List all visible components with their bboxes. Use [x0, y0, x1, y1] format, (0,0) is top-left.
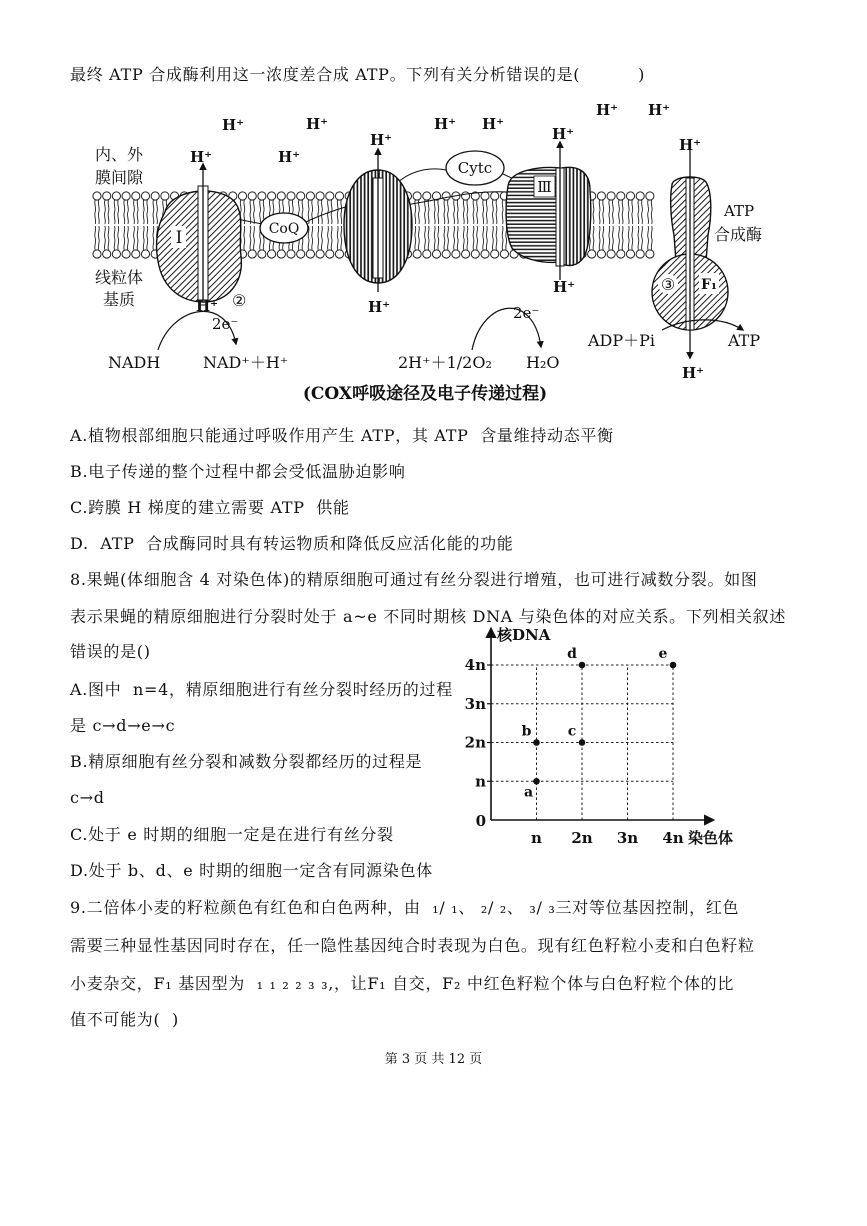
proton-label: H⁺ — [222, 116, 245, 134]
phospholipid — [103, 192, 111, 224]
y-tick-label: 4n — [464, 656, 486, 674]
water-label: H₂O — [526, 353, 560, 372]
atp-synthase-label-line2: 合成酶 — [714, 225, 763, 244]
phospholipid — [93, 226, 101, 258]
complex-i — [157, 164, 242, 302]
adp-label: ADP＋Pi — [588, 331, 656, 350]
phospholipid — [103, 226, 111, 258]
q7-option-a: A.植物根部细胞只能通过呼吸作用产生 ATP，其 ATP 含量维持动态平衡 — [70, 426, 614, 445]
point-label-c: c — [567, 723, 577, 740]
q8-option-a-line1: A.图中 n=4，精原细胞进行有丝分裂时经历的过程 — [70, 680, 453, 699]
nadh-label: NADH — [108, 353, 161, 372]
phospholipid — [491, 226, 499, 258]
phospholipid — [326, 192, 334, 224]
phospholipid — [626, 192, 634, 224]
data-point-a — [533, 778, 540, 785]
proton-label: H⁺ — [482, 115, 505, 133]
phospholipid — [462, 192, 470, 224]
phospholipid — [471, 192, 479, 224]
phospholipid — [335, 226, 343, 258]
phospholipid — [141, 192, 149, 224]
point-label-b: b — [521, 723, 532, 740]
phospholipid — [248, 192, 256, 224]
q7-option-d: D. ATP 合成酶同时具有转运物质和降低反应活化能的功能 — [70, 534, 514, 553]
cytc — [446, 151, 504, 185]
q8-option-b-line1: B.精原细胞有丝分裂和减数分裂都经历的过程是 — [70, 752, 423, 771]
phospholipid — [423, 226, 431, 258]
nad-label: NAD⁺＋H⁺ — [203, 353, 289, 372]
proton-label: H⁺ — [682, 364, 705, 382]
proton-label: H⁺ — [190, 148, 213, 166]
phospholipid — [481, 192, 489, 224]
q8-stem-line3: 错误的是() — [70, 642, 151, 661]
phospholipid — [326, 226, 334, 258]
phospholipid — [423, 192, 431, 224]
proton-label: H⁺ — [679, 136, 702, 154]
proton-label: H⁺ — [596, 101, 619, 119]
data-point-e — [670, 662, 677, 669]
q9-line4: 值不可能为( ) — [70, 1010, 179, 1029]
phospholipid — [607, 226, 615, 258]
phospholipid — [132, 226, 140, 258]
data-points — [522, 646, 677, 800]
phospholipid — [432, 192, 440, 224]
phospholipid — [597, 192, 605, 224]
phospholipid — [636, 226, 644, 258]
q7-option-b: B.电子传递的整个过程中都会受低温胁迫影响 — [70, 462, 406, 481]
proton-label: H⁺ — [278, 148, 301, 166]
x-axis-label: 染色体 — [688, 829, 734, 847]
q9-line3: 小麦杂交，F₁ 基因型为 ₁ ₁ ₂ ₂ ₃ ₃,，让F₁ 自交，F₂ 中红色籽粒个体与白色籽粒个体的比 — [70, 974, 735, 993]
point-label-d: d — [567, 646, 577, 662]
phospholipid — [316, 192, 324, 224]
x-tick-label: n — [531, 829, 542, 847]
complex-middle — [344, 149, 412, 292]
data-point-b — [533, 739, 540, 746]
phospholipid — [471, 226, 479, 258]
phospholipid — [452, 226, 460, 258]
proton-label: H⁺ — [306, 115, 329, 133]
phospholipid — [646, 192, 654, 224]
phospholipid — [432, 226, 440, 258]
phospholipid — [481, 226, 489, 258]
phospholipid — [132, 192, 140, 224]
phospholipid — [112, 226, 120, 258]
q8-option-d: D.处于 b、d、e 时期的细胞一定含有同源染色体 — [70, 861, 433, 880]
oxygen-label: 2H⁺＋1/2O₂ — [398, 353, 492, 372]
q7-option-c: C.跨膜 H 梯度的建立需要 ATP 供能 — [70, 498, 350, 517]
x-tick-label: 2n — [571, 829, 593, 847]
phospholipid — [646, 226, 654, 258]
origin-label: 0 — [475, 812, 486, 830]
q8-option-c: C.处于 e 时期的细胞一定是在进行有丝分裂 — [70, 825, 394, 844]
phospholipid — [617, 226, 625, 258]
f1-label: F₁ — [700, 277, 718, 293]
q9-line2: 需要三种显性基因同时存在，任一隐性基因纯合时表现为白色。现有红色籽粒小麦和白色籽粒 — [70, 936, 755, 955]
reaction-arrows — [158, 308, 743, 350]
phospholipid — [462, 226, 470, 258]
y-tick-label: 3n — [464, 694, 486, 713]
q8-option-a-line2: 是 c→d→e→c — [70, 716, 176, 735]
matrix-label-line1: 线粒体 — [95, 268, 144, 287]
phospholipid — [316, 226, 324, 258]
complex-iii-label: Ⅲ — [537, 178, 552, 196]
cox-respiration-diagram — [0, 90, 867, 410]
marker-3: ③ — [660, 275, 676, 294]
marker-2: ② — [232, 291, 247, 310]
complex-i-label: I — [175, 228, 183, 248]
page-footer: 第 3 页 共 12 页 — [384, 1052, 483, 1067]
matrix-label-line2: 基质 — [103, 290, 136, 309]
proton-label: H⁺ — [648, 101, 671, 119]
coq — [260, 213, 308, 243]
point-label-a: a — [523, 784, 534, 801]
cytc-label: Cytc — [457, 159, 493, 177]
phospholipid — [112, 192, 120, 224]
intermembrane-label-line2: 膜间隙 — [95, 168, 144, 187]
phospholipid — [122, 192, 130, 224]
proton-label: H⁺ — [552, 125, 575, 143]
phospholipid — [151, 192, 159, 224]
electrons-label: 2e⁻ — [513, 304, 540, 322]
phospholipid — [636, 192, 644, 224]
proton-label: H⁺ — [434, 115, 457, 133]
point-label-e: e — [658, 646, 668, 662]
phospholipid — [626, 226, 634, 258]
data-point-d — [579, 662, 586, 669]
x-tick-label: 4n — [662, 829, 684, 847]
proton-label: H⁺ — [368, 298, 391, 316]
q9-line1: 9.二倍体小麦的籽粒颜色有红色和白色两种，由 ₁/ ₁、 ₂/ ₂、 ₃/ ₃三对等位基因控制，红色 — [70, 898, 740, 917]
phospholipid — [248, 226, 256, 258]
complex-iii — [506, 142, 591, 280]
phospholipid — [617, 192, 625, 224]
proton-label: H⁺ — [370, 131, 393, 149]
phospholipid — [413, 192, 421, 224]
phospholipid — [141, 226, 149, 258]
atp-label: ATP — [728, 331, 761, 350]
y-tick-label: 2n — [464, 733, 486, 752]
proton-label: H⁺ — [196, 297, 219, 315]
phospholipid — [122, 226, 130, 258]
phospholipid — [413, 226, 421, 258]
q7-stem: 最终 ATP 合成酶利用这一浓度差合成 ATP。下列有关分析错误的是( ) — [70, 65, 646, 84]
dna-chromosome-chart — [450, 618, 780, 853]
q8-option-b-line2: c→d — [70, 788, 105, 807]
q8-stem-line2: 表示果蝇的精原细胞进行分裂时处于 a~e 不同时期核 DNA 与染色体的对应关系。下列相关叙述 — [70, 607, 787, 626]
atp-synthase — [652, 150, 728, 358]
phospholipid — [306, 192, 314, 224]
x-tick-label: 3n — [616, 829, 639, 847]
phospholipid — [597, 226, 605, 258]
phospholipid — [607, 192, 615, 224]
diagram-caption: (COX呼吸途径及电子传递过程) — [302, 384, 548, 404]
phospholipid — [442, 226, 450, 258]
phospholipid — [93, 192, 101, 224]
q8-stem-line1: 8.果蝇(体细胞含 4 对染色体)的精原细胞可通过有丝分裂进行增殖，也可进行减数分裂。如图 — [70, 570, 758, 589]
intermembrane-label-line1: 内、外 — [95, 145, 144, 164]
electrons-label: 2e⁻ — [212, 315, 239, 333]
y-tick-label: n — [475, 772, 486, 791]
coq-label: CoQ — [268, 221, 300, 237]
phospholipid — [491, 192, 499, 224]
atp-synthase-label-line1: ATP — [724, 202, 755, 220]
tick-labels — [465, 656, 684, 847]
proton-label: H⁺ — [553, 278, 576, 296]
data-point-c — [579, 739, 586, 746]
y-axis-label: 核DNA — [497, 626, 551, 644]
